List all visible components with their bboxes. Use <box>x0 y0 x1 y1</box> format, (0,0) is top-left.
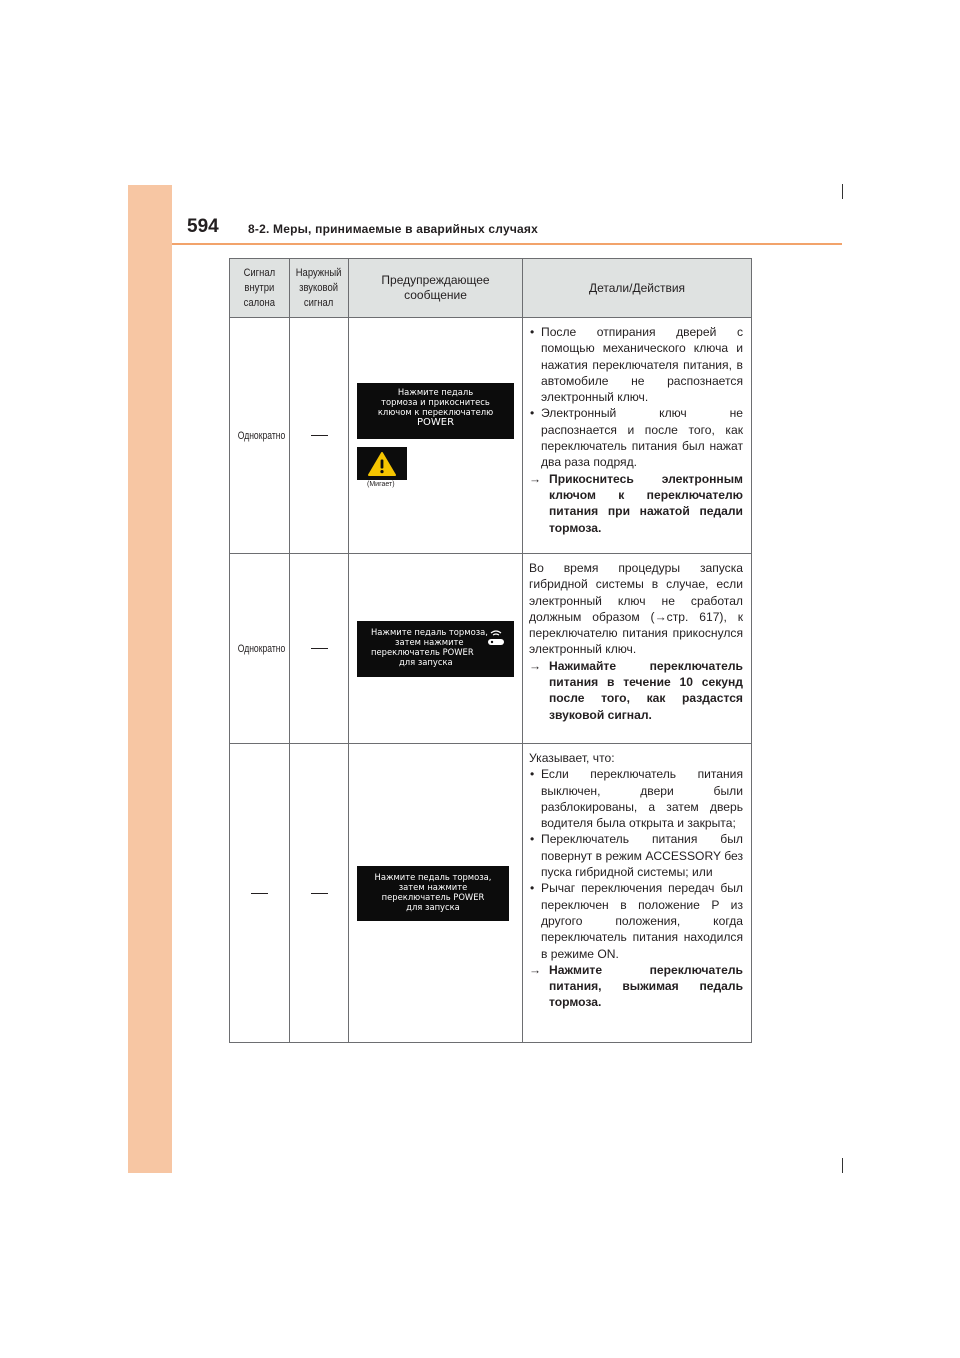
inside-signal-cell <box>230 744 290 1043</box>
detail-action: → Нажмите переключатель питания, выжимая педаль тормоза. <box>529 962 743 1011</box>
blink-note: (Мигает) <box>367 481 395 488</box>
inside-signal-cell: Однократно <box>230 554 290 744</box>
dash-mark <box>311 435 328 436</box>
detail-bullet: • Электронный ключ не распознается и после того, как переключатель питания был нажат два раза подряд. <box>529 405 743 470</box>
details-cell <box>523 554 752 744</box>
message-cell <box>349 318 523 554</box>
detail-bullet: • Рычаг переключения передач был переключен в положение P из другого положения, когда переключатель питания находился в режиме ON. <box>529 880 743 961</box>
table-row <box>230 744 752 1043</box>
outside-signal-cell <box>290 744 349 1043</box>
table-header-row <box>230 259 752 318</box>
chapter-side-tab <box>128 185 172 1173</box>
details-cell <box>523 318 752 554</box>
warning-screen: Нажмите педаль тормоза, затем нажмите переключатель POWER для запуска <box>357 866 509 921</box>
table-row <box>230 318 752 554</box>
detail-bullet: • Если переключатель питания выключен, двери были разблокированы, а затем дверь водителя была открыта и закрыта; <box>529 766 743 831</box>
header-outside-signal: Наружный звуковой сигнал <box>290 259 349 318</box>
inside-signal-cell: Однократно <box>230 318 290 554</box>
header-details: Детали/Действия <box>523 259 752 318</box>
table-row <box>230 554 752 744</box>
dash-mark <box>311 648 328 649</box>
outside-signal-cell <box>290 554 349 744</box>
detail-action: → Прикоснитесь электронным ключом к переключателю питания при нажатой педали тормоза. <box>529 471 743 536</box>
detail-bullet: • Переключатель питания был повернут в режим ACCESSORY без пуска гибридной системы; или <box>529 831 743 880</box>
header-rule <box>172 243 842 245</box>
smart-key-icon <box>485 630 507 648</box>
crop-mark-bottom <box>842 1158 843 1173</box>
page-number: 594 <box>187 216 219 237</box>
dash-mark <box>251 893 268 894</box>
message-cell <box>349 554 523 744</box>
dash-mark <box>311 893 328 894</box>
details-cell <box>523 744 752 1043</box>
detail-bullet: • После отпирания дверей с помощью механического ключа и нажатия переключателя питания, в автомобиле не распознается электронный ключ. <box>529 324 743 405</box>
message-cell <box>349 744 523 1043</box>
detail-text: Во время процедуры запуска гибридной системы в случае, если электронный ключ не сработал должным образом (→стр. 617), к переключателю питания прикоснулся электронный ключ. <box>529 561 743 657</box>
warning-indicator <box>357 447 407 480</box>
header-message: Предупреждающее сообщение <box>349 259 523 318</box>
header-inside-signal: Сигнал внутри салона <box>230 259 290 318</box>
detail-intro: Указывает, что: <box>529 751 615 765</box>
detail-action: → Нажимайте переключатель питания в течение 10 секунд после того, как раздастся звуковой сигнал. <box>529 658 743 723</box>
warning-screen: Нажмите педаль тормоза и прикоснитесь ключом к переключателю POWER <box>357 383 514 439</box>
crop-mark-top <box>842 184 843 199</box>
outside-signal-cell <box>290 318 349 554</box>
section-title: 8-2. Меры, принимаемые в аварийных случаях <box>248 222 538 236</box>
warning-triangle-icon <box>367 451 397 477</box>
warning-message-table <box>229 258 752 1043</box>
warning-screen: Нажмите педаль тормоза, затем нажмите переключатель POWER для запуска <box>357 621 514 677</box>
